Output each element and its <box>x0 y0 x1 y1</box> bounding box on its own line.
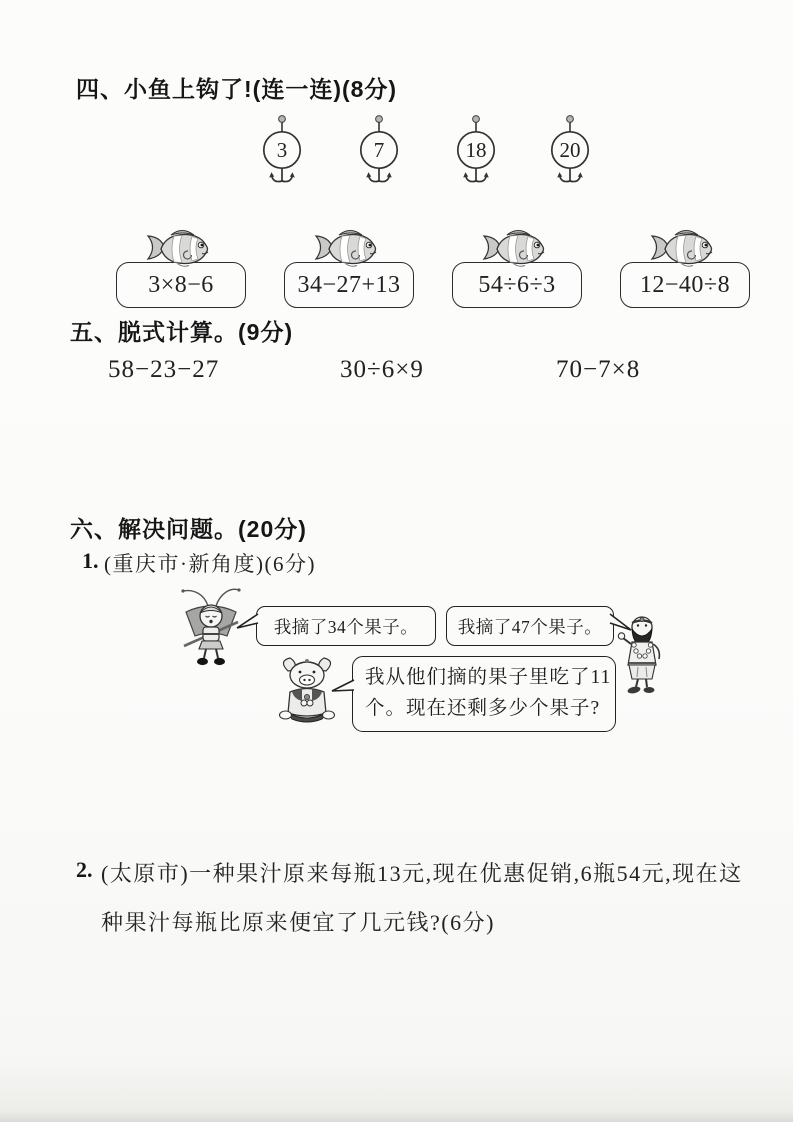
fish-card-1 <box>116 262 246 308</box>
pig-speech-text-line2: 个。现在还剩多少个果子? <box>365 698 601 719</box>
pig-speech-bubble <box>352 656 616 732</box>
monkey-speech-text: 我摘了34个果子。 <box>273 616 419 637</box>
fish-icon <box>313 226 379 268</box>
oldman-speech-text: 我摘了47个果子。 <box>457 616 603 637</box>
section4-title: 四、小鱼上钩了!(连一连)(8分) <box>76 76 398 102</box>
problem1-number: 1. <box>82 548 99 573</box>
calc-expression-3: 70−7×8 <box>556 356 641 383</box>
pig-speech-text-line1: 我从他们摘的果子里吃了11 <box>365 667 612 688</box>
hook-number: 3 <box>276 138 288 162</box>
fish-card-2 <box>284 262 414 308</box>
bubble-tail-left-icon <box>236 612 259 632</box>
fish-expression: 3×8−6 <box>148 271 214 298</box>
fishhook-7 <box>357 114 401 192</box>
fish-expression: 54÷6÷3 <box>478 271 556 298</box>
pig-character-icon <box>276 656 338 726</box>
hook-number: 20 <box>559 138 581 162</box>
oldman-character-icon <box>616 613 668 697</box>
fishhook-20 <box>548 114 592 192</box>
calc-expression-1: 58−23−27 <box>108 356 220 383</box>
problem2-number: 2. <box>76 857 93 882</box>
fish-card-4 <box>620 262 750 308</box>
fish-expression: 12−40÷8 <box>639 271 731 298</box>
calc-expression-2: 30÷6×9 <box>340 356 424 383</box>
fish-icon <box>145 226 211 268</box>
hook-number: 18 <box>465 138 487 162</box>
fish-card-3 <box>452 262 582 308</box>
monkey-speech-bubble <box>256 606 436 646</box>
fishhook-18 <box>454 114 498 192</box>
problem1-source: (重庆市·新角度)(6分) <box>104 552 316 576</box>
hook-number: 7 <box>373 138 385 162</box>
fish-expression: 34−27+13 <box>297 271 401 298</box>
oldman-speech-bubble <box>446 606 614 646</box>
fish-icon <box>649 226 715 268</box>
section5-title: 五、脱式计算。(9分) <box>70 319 294 345</box>
fish-icon <box>481 226 547 268</box>
section6-title: 六、解决问题。(20分) <box>70 516 307 542</box>
problem2-text-line1: (太原市)一种果汁原来每瓶13元,现在优惠促销,6瓶54元,现在这 <box>101 861 743 886</box>
fishhook-3 <box>260 114 304 192</box>
bubble-tail-left-icon <box>331 678 355 696</box>
problem2-text-line2: 种果汁每瓶比原来便宜了几元钱?(6分) <box>101 910 495 935</box>
